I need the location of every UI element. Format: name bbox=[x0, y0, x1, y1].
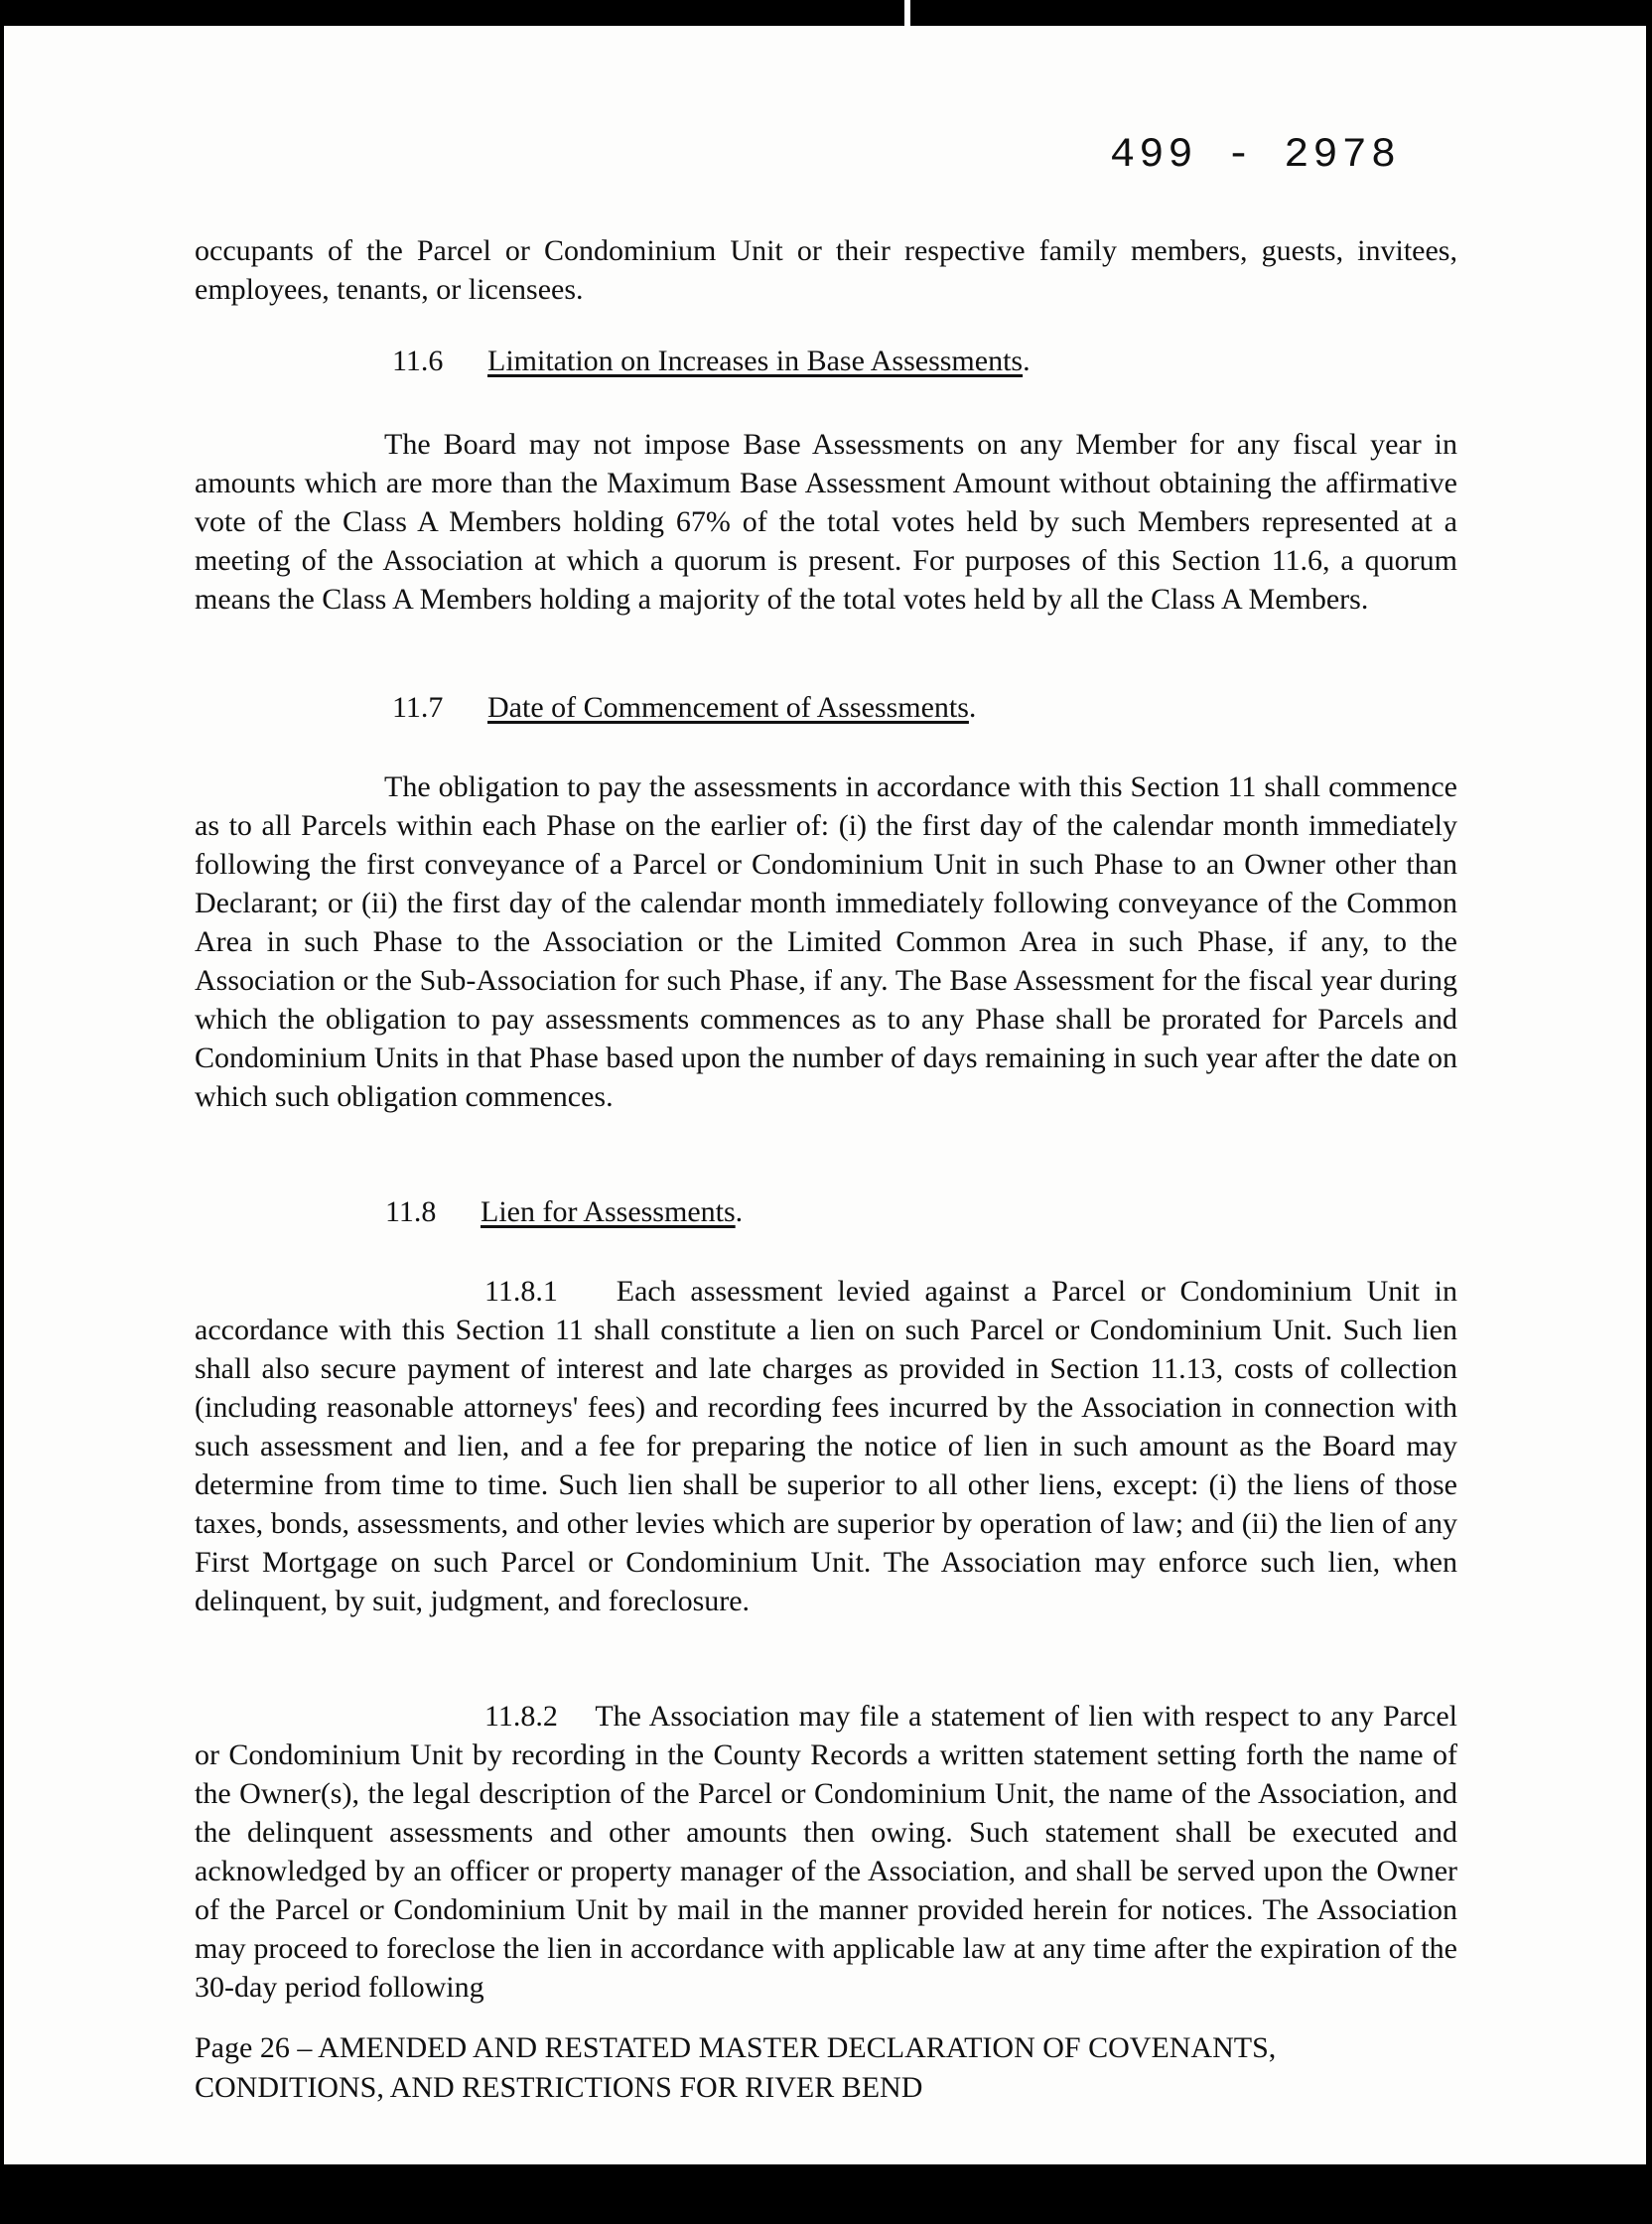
section-title: Lien for Assessments bbox=[481, 1195, 736, 1228]
footer-line-1: Page 26 – AMENDED AND RESTATED MASTER DECLARATION OF COVENANTS, bbox=[195, 2031, 1277, 2064]
section-11-7-body: The obligation to pay the assessments in accordance with this Section 11 shall commence as to all Parcels within each Phase on the earlier of: (i) the first day of the calendar month immediately following the first conveyance of a Parcel or Condominium Unit in such Phase to an Owner other than Declarant; or (ii) the first day of the calendar month immediately following conveyance of the Common Area in such Phase to the Association or the Limited Common Area in such Phase, if any, to the Association or the Sub-Association for such Phase, if any. The Base Assessment for the fiscal year during which the obligation to pay assessments commences as to any Phase shall be prorated for Parcels and Condominium Units in that Phase based upon the number of days remaining in such year after the date on which such obligation commences. bbox=[195, 770, 1457, 1113]
section-number: 11.7 bbox=[392, 691, 444, 724]
subsection-text: Each assessment levied against a Parcel or Condominium Unit in accordance with this Section 11 shall constitute a lien on such Parcel or Condominium Unit. Such lien shall also secure payment of interest and late charges as provided in Section 11.13, costs of collection (including reasonable attorneys' fees) and recording fees incurred by the Association in connection with such assessment and lien, and a fee for preparing the notice of lien in such amount as the Board may determine from time to time. Such lien shall be superior to all other liens, except: (i) the liens of those taxes, bonds, assessments, and other levies which are superior by operation of law; and (ii) the lien of any First Mortgage on such Parcel or Condominium Unit. The Association may enforce such lien, when delinquent, by suit, judgment, and foreclosure. bbox=[195, 1275, 1457, 1617]
scan-border-top bbox=[0, 0, 1652, 26]
section-11-8-1-body bbox=[195, 1272, 1457, 1620]
subsection-number: 11.8.2 bbox=[484, 1700, 558, 1733]
footer-line-2: CONDITIONS, AND RESTRICTIONS FOR RIVER BEND bbox=[195, 2071, 923, 2104]
section-number: 11.6 bbox=[392, 345, 444, 377]
section-11-7-heading: 11.7 Date of Commencement of Assessments. bbox=[392, 688, 976, 727]
scan-border-right bbox=[1646, 0, 1652, 2224]
page-footer bbox=[195, 2028, 1485, 2108]
scan-border-bottom bbox=[0, 2164, 1652, 2224]
document-number: 499 - 2978 bbox=[1110, 131, 1401, 179]
continuation-paragraph: occupants of the Parcel or Condominium Unit or their respective family members, guests, invitees, employees, tenants, or licensees. bbox=[195, 234, 1457, 306]
scan-border-notch bbox=[904, 0, 910, 26]
subsection-text: The Association may file a statement of lien with respect to any Parcel or Condominium Unit by recording in the County Records a written statement setting forth the name of the Owner(s), the legal description of the Parcel or Condominium Unit, the name of the Association, and the delinquent assessments and other amounts then owing. Such statement shall be executed and acknowledged by an officer or property manager of the Association, and shall be served upon the Owner of the Parcel or Condominium Unit by mail in the manner provided herein for notices. The Association may proceed to foreclose the lien in accordance with applicable law at any time after the expiration of the 30-day period following bbox=[195, 1700, 1458, 2004]
section-title: Date of Commencement of Assessments bbox=[487, 691, 969, 724]
section-11-8-heading: 11.8 Lien for Assessments. bbox=[385, 1192, 743, 1231]
section-title: Limitation on Increases in Base Assessments bbox=[487, 345, 1024, 377]
section-11-6-heading: 11.6 Limitation on Increases in Base Assessments. bbox=[392, 342, 1031, 380]
section-11-6-body: The Board may not impose Base Assessments on any Member for any fiscal year in amounts which are more than the Maximum Base Assessment Amount without obtaining the affirmative vote of the Class A Members holding 67% of the total votes held by such Members represented at a meeting of the Association at which a quorum is present. For purposes of this Section 11.6, a quorum means the Class A Members holding a majority of the total votes held by all the Class A Members. bbox=[195, 428, 1457, 616]
section-number: 11.8 bbox=[385, 1195, 437, 1228]
section-11-8-2-body bbox=[195, 1697, 1457, 2007]
subsection-number: 11.8.1 bbox=[484, 1275, 558, 1308]
